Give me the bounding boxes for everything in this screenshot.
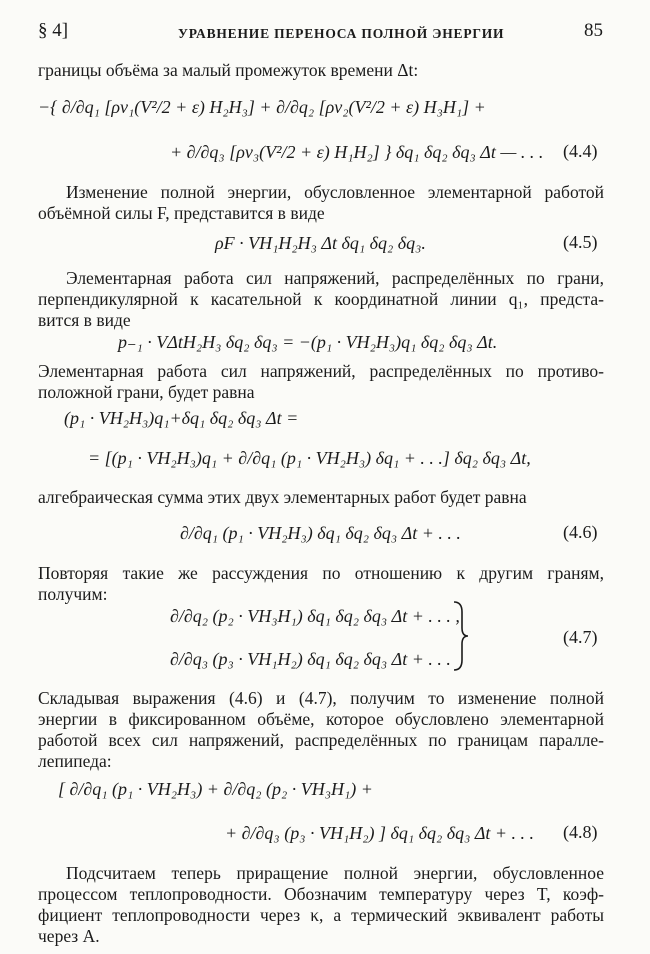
text-line: Элементарная работа сил напряжений, распределённых по противо- [38, 361, 604, 381]
equation-face-work: p₋₁ · VΔtH₂H₃ δq₂ δq₃ = −(p₁ · VH₂H₃)q₁ δq₂ δq₃ Δt. [118, 332, 498, 352]
equation-4-6: ∂/∂q₁ (p₁ · VH₂H₃) δq₁ δq₂ δq₃ Δt + . . . [180, 523, 461, 543]
text-line: Повторяя такие же рассуждения по отношению к другим граням, [38, 563, 604, 583]
section-marker: § 4] [38, 20, 69, 41]
text-line: Складывая выражения (4.6) и (4.7), получим то изменение полной [38, 688, 604, 708]
text-line: Подсчитаем теперь приращение полной энергии, обусловленное [66, 863, 604, 883]
text-line: вится в виде [38, 310, 131, 330]
equation-opposite-face-line1: (p₁ · VH₂H₃)q₁+δq₁ δq₂ δq₃ Δt = [64, 408, 299, 428]
text-line: лепипеда: [38, 751, 112, 771]
text-line: процессом теплопроводности. Обозначим температуру через T, коэф- [38, 884, 604, 904]
equation-4-4-line1: −{ ∂/∂q₁ [ρv₁(V²/2 + ε) H₂H₃] + ∂/∂q₂ [ρv₂(V²/2 + ε) H₃H₁] + [38, 97, 486, 117]
equation-4-8-line2: + ∂/∂q₃ (p₃ · VH₁H₂) ] δq₁ δq₂ δq₃ Δt + . . . [225, 823, 535, 843]
text-line: Элементарная работа сил напряжений, распределённых по грани, [66, 268, 604, 288]
text-line: получим: [38, 584, 108, 604]
equation-4-7-line2: ∂/∂q₃ (p₃ · VH₁H₂) δq₁ δq₂ δq₃ Δt + . . . [170, 649, 451, 669]
text-line: фициент теплопроводности через κ, а термический эквивалент работы [38, 905, 604, 925]
right-brace [452, 600, 464, 670]
equation-number: (4.7) [563, 627, 598, 647]
equation-4-8-line1: [ ∂/∂q₁ (p₁ · VH₂H₃) + ∂/∂q₂ (p₂ · VH₃H₁) + [58, 779, 373, 799]
text-line: перпендикулярной к касательной к координатной линии q₁, предста- [38, 289, 604, 309]
equation-number: (4.4) [563, 141, 598, 161]
page-number: 85 [584, 20, 603, 41]
text-line: через A. [38, 926, 100, 946]
text-line: Изменение полной энергии, обусловленное элементарной работой [66, 182, 604, 202]
text-line: границы объёма за малый промежуток времени Δt: [38, 60, 419, 80]
equation-number: (4.8) [563, 822, 598, 842]
equation-4-7-line1: ∂/∂q₂ (p₂ · VH₃H₁) δq₁ δq₂ δq₃ Δt + . . . , [170, 606, 460, 626]
equation-number: (4.6) [563, 522, 598, 542]
running-title: УРАВНЕНИЕ ПЕРЕНОСА ПОЛНОЙ ЭНЕРГИИ [178, 26, 505, 41]
text-line: работой всех сил напряжений, распределённых по границам паралле- [38, 730, 604, 750]
equation-4-5: ρF · VH₁H₂H₃ Δt δq₁ δq₂ δq₃. [215, 233, 426, 253]
text-line: объёмной силы F, представится в виде [38, 203, 325, 223]
text-line: энергии в фиксированном объёме, которое обусловлено элементарной [38, 709, 604, 729]
equation-opposite-face-line2: = [(p₁ · VH₂H₃)q₁ + ∂/∂q₁ (p₁ · VH₂H₃) δq₁ + . . .] δq₂ δq₃ Δt, [88, 448, 531, 468]
text-line: положной грани, будет равна [38, 382, 255, 402]
text-line: алгебраическая сумма этих двух элементарных работ будет равна [38, 487, 527, 507]
equation-number: (4.5) [563, 232, 598, 252]
equation-4-4-line2: + ∂/∂q₃ [ρv₃(V²/2 + ε) H₁H₂] } δq₁ δq₂ δq₃ Δt — . . . [170, 142, 544, 162]
